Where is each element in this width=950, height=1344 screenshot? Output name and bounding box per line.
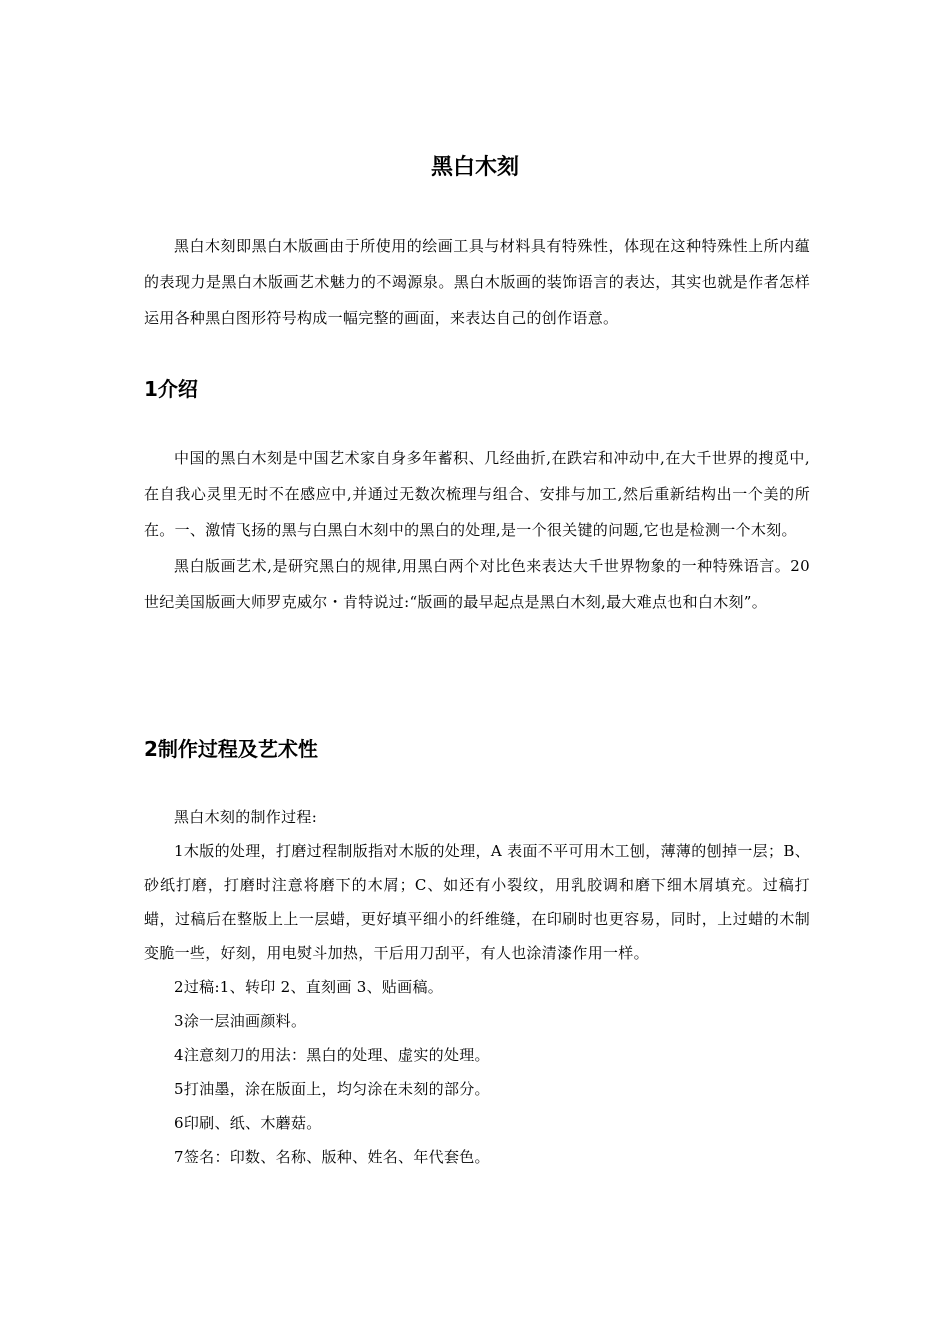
section-1-paragraph: 黑白版画艺术,是研究黑白的规律,用黑白两个对比色来表达大千世界物象的一种特殊语言。20世纪美国版画大师罗克威尔・肯特说过:“版画的最早起点是黑白木刻,最大难点也和白木刻”。 bbox=[144, 557, 810, 611]
intro-block bbox=[144, 228, 810, 336]
section-1-body bbox=[144, 440, 810, 620]
process-step: 5打油墨，涂在版面上，均匀涂在未刻的部分。 bbox=[174, 1080, 490, 1098]
section-2-lead: 黑白木刻的制作过程: bbox=[174, 808, 318, 826]
intro-paragraph: 黑白木刻即黑白木版画由于所使用的绘画工具与材料具有特殊性，体现在这种特殊性上所内蕴的表现力是黑白木版画艺术魅力的不竭源泉。黑白木版画的装饰语言的表达，其实也就是作者怎样运用各种黑白图形符号构成一幅完整的画面，来表达自己的创作语意。 bbox=[144, 237, 810, 327]
process-step: 3涂一层油画颜料。 bbox=[174, 1012, 307, 1030]
process-step: 1木版的处理，打磨过程制版指对木版的处理，A 表面不平可用木工刨，薄薄的刨掉一层；B、砂纸打磨，打磨时注意将磨下的木屑；C、如还有小裂纹，用乳胶调和磨下细木屑填充。过稿打蜡，过稿后在整版上上一层蜡，更好填平细小的纤维缝，在印刷时也更容易，同时，上过蜡的木制变脆一些，好刻，用电熨斗加热，干后用刀刮平，有人也涂清漆作用一样。 bbox=[144, 842, 810, 962]
process-step: 6印刷、纸、木蘑菇。 bbox=[174, 1114, 322, 1132]
process-step: 4注意刻刀的用法：黑白的处理、虚实的处理。 bbox=[174, 1046, 490, 1064]
section-2-body bbox=[144, 800, 810, 1174]
document-title: 黑白木刻 bbox=[430, 155, 519, 180]
process-step: 2过稿:1、转印 2、直刻画 3、贴画稿。 bbox=[174, 978, 444, 996]
section-1-heading: 1介绍 bbox=[144, 377, 198, 401]
section-1-paragraph: 中国的黑白木刻是中国艺术家自身多年蓄积、几经曲折,在跌宕和冲动中,在大千世界的搜觅中,在自我心灵里无时不在感应中,并通过无数次梳理与组合、安排与加工,然后重新结构出一个美的所在。一、激情飞扬的黑与白黑白木刻中的黑白的处理,是一个很关键的问题,它也是检测一个木刻。 bbox=[144, 449, 810, 539]
section-2-heading: 2制作过程及艺术性 bbox=[144, 737, 318, 761]
process-step: 7签名：印数、名称、版种、姓名、年代套色。 bbox=[174, 1148, 490, 1166]
